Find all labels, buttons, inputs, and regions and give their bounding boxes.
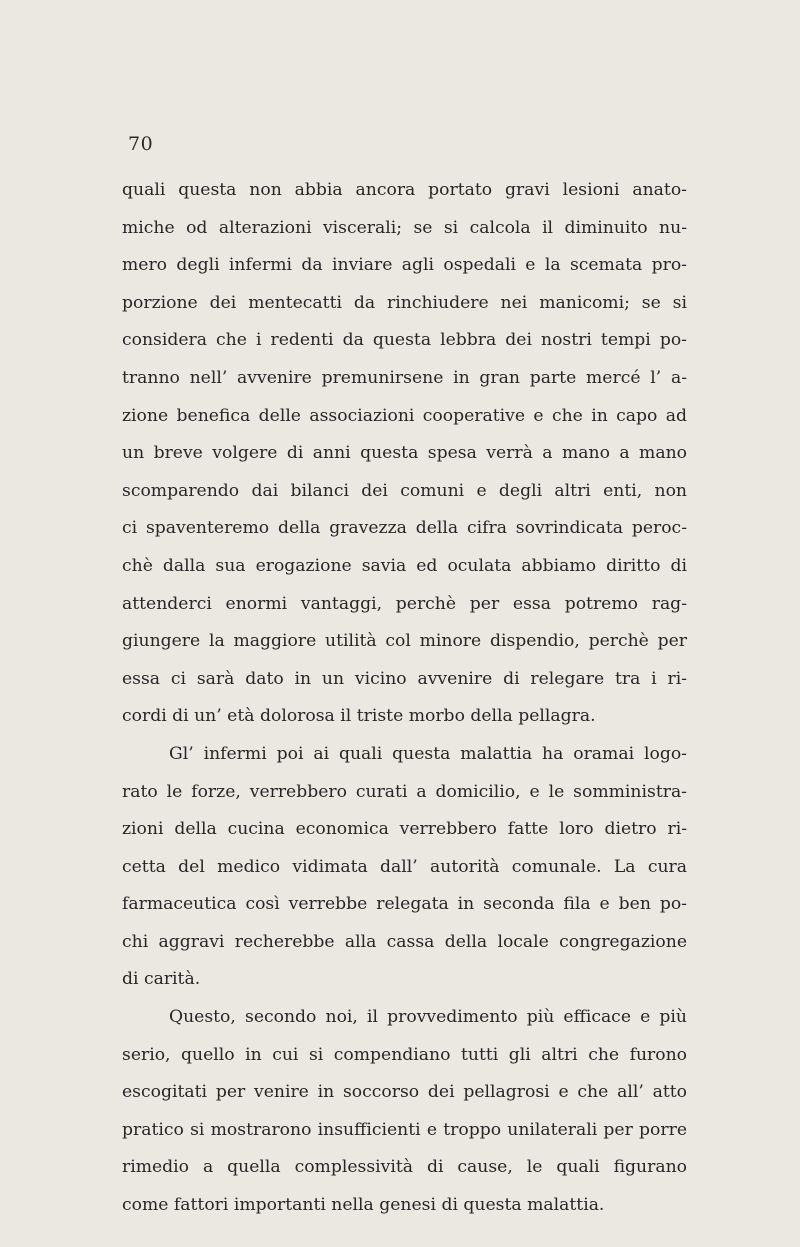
text-line: come fattori importanti nella genesi di questa malattia. <box>122 1195 605 1216</box>
text-line: un breve volgere di anni questa spesa verrà a mano a mano <box>122 443 687 464</box>
text-line: scomparendo dai bilanci dei comuni e degli altri enti, non <box>122 480 687 501</box>
text-line: rimedio a quella complessività di cause, le quali figurano <box>122 1157 687 1178</box>
text-line: tranno nell’ avvenire premunirsene in gran parte mercé l’ a- <box>122 367 687 388</box>
text-line: attenderci enormi vantaggi, perchè per essa potremo rag- <box>122 593 687 614</box>
text-line: farmaceutica così verrebbe relegata in seconda fila e ben po- <box>122 894 687 915</box>
text-line: serio, quello in cui si compendiano tutti gli altri che furono <box>122 1044 687 1065</box>
text-line: giungere la maggiore utilità col minore dispendio, perchè per <box>122 631 687 652</box>
text-line: di carità. <box>122 969 201 990</box>
text-line: cetta del medico vidimata dall’ autorità comunale. La cura <box>122 856 687 877</box>
text-line: chè dalla sua erogazione savia ed oculata abbiamo diritto di <box>122 555 687 576</box>
page-number: 70 <box>128 133 154 155</box>
text-line: Gl’ infermi poi ai quali questa malattia ha oramai logo- <box>169 743 687 764</box>
text-line: rato le forze, verrebbero curati a domicilio, e le somministra- <box>122 781 687 802</box>
text-line: considera che i redenti da questa lebbra dei nostri tempi po- <box>122 330 687 351</box>
text-line: zione benefica delle associazioni cooperative e che in capo ad <box>122 405 687 426</box>
text-line: essa ci sarà dato in un vicino avvenire di relegare tra i ri- <box>122 668 687 689</box>
text-line: Questo, secondo noi, il provvedimento più efficace e più <box>169 1007 687 1028</box>
text-line: zioni della cucina economica verrebbero fatte loro dietro ri- <box>122 819 687 840</box>
text-line: cordi di un’ età dolorosa il triste morbo della pellagra. <box>122 706 596 727</box>
text-line: miche od alterazioni viscerali; se si calcola il diminuito nu- <box>122 217 687 238</box>
text-line: mero degli infermi da inviare agli ospedali e la scemata pro- <box>122 255 687 276</box>
text-line: pratico si mostrarono insufficienti e troppo unilaterali per porre <box>122 1119 687 1140</box>
body-text <box>122 172 687 1225</box>
text-line: escogitati per venire in soccorso dei pellagrosi e che all’ atto <box>122 1082 687 1103</box>
text-line: chi aggravi recherebbe alla cassa della locale congregazione <box>122 931 687 952</box>
text-line: porzione dei mentecatti da rinchiudere nei manicomi; se si <box>122 292 687 313</box>
text-line: ci spaventeremo della gravezza della cifra sovrindicata peroc- <box>122 518 687 539</box>
text-line: quali questa non abbia ancora portato gravi lesioni anato- <box>122 180 687 200</box>
